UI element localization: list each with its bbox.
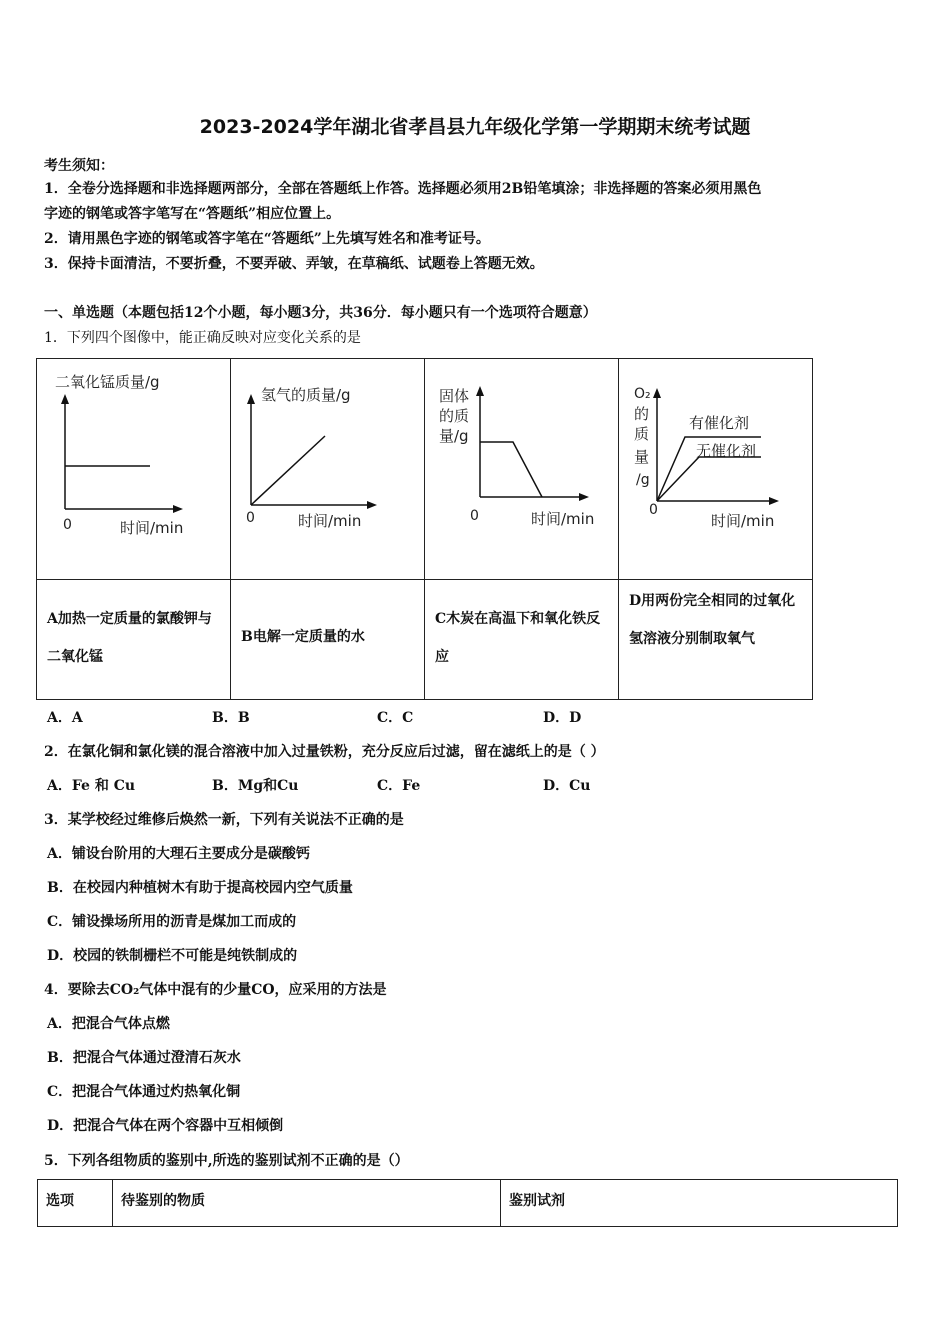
graph-a-plot	[37, 359, 230, 579]
q5-header-option: 选项	[38, 1180, 113, 1227]
graph-d-xlabel: 时间/min	[711, 512, 775, 530]
graph-d-ylabel-2: 的	[634, 405, 650, 423]
graph-d-ylabel-5: /g	[636, 472, 650, 488]
q4-option-b: B．把混合气体通过澄清石灰水	[47, 1050, 241, 1066]
graph-d-legend-nocatalyst: 无催化剂	[696, 442, 757, 460]
q3-option-a: A．铺设台阶用的大理石主要成分是碳酸钙	[47, 846, 310, 862]
graph-a-origin: 0	[63, 517, 72, 533]
graph-c	[425, 359, 619, 580]
notice-item-1-cont: 字迹的钢笔或答字笔写在“答题纸”相应位置上。	[44, 206, 341, 222]
graph-a-xlabel: 时间/min	[120, 519, 184, 537]
q1-option-d: D．D	[543, 710, 582, 726]
caption-c-cell	[425, 580, 619, 700]
section-heading: 一、单选题（本题包括12个小题，每小题3分，共36分．每小题只有一个选项符合题意）	[44, 305, 597, 321]
notice-heading: 考生须知：	[44, 158, 114, 174]
caption-b-cell	[231, 580, 425, 700]
caption-c: C木炭在高温下和氧化铁反应	[435, 611, 601, 665]
graph-d-origin: 0	[649, 502, 658, 518]
q3-option-d: D．校园的铁制栅栏不可能是纯铁制成的	[47, 948, 298, 964]
caption-a-cell	[37, 580, 231, 700]
q1-option-b: B．B	[212, 710, 250, 726]
graph-c-xlabel: 时间/min	[531, 510, 595, 528]
graph-c-ylabel-3: 量/g	[439, 427, 469, 445]
q4-option-a: A．把混合气体点燃	[47, 1016, 170, 1032]
q5-header-reagent: 鉴别试剂	[501, 1180, 898, 1227]
q2-stem: 2．在氯化铜和氯化镁的混合溶液中加入过量铁粉，充分反应后过滤，留在滤纸上的是（ ）	[44, 744, 605, 760]
q2-option-c: C．Fe	[377, 778, 421, 794]
graph-d-ylabel-4: 量	[634, 448, 650, 466]
graph-d-ylabel-1: O₂	[634, 386, 651, 402]
q5-header-substance: 待鉴别的物质	[113, 1180, 501, 1227]
q2-option-b: B．Mg和Cu	[212, 778, 299, 794]
graph-c-ylabel-2: 的质	[439, 407, 470, 425]
q3-option-c: C．铺设操场所用的沥青是煤加工而成的	[47, 914, 297, 930]
caption-a: A加热一定质量的氯酸钾与二氧化锰	[47, 611, 212, 665]
page-title: 2023-2024学年湖北省孝昌县九年级化学第一学期期末统考试题	[199, 116, 751, 138]
graph-a-ylabel: 二氧化锰质量/g	[55, 373, 160, 391]
q2-option-d: D．Cu	[543, 778, 591, 794]
q5-stem: 5．下列各组物质的鉴别中,所选的鉴别试剂不正确的是（）	[44, 1153, 409, 1169]
caption-b: B电解一定质量的水	[241, 629, 365, 645]
q5-header-row	[38, 1180, 898, 1227]
q1-stem: 1．下列四个图像中，能正确反映对应变化关系的是	[44, 330, 361, 346]
caption-d-cell	[619, 580, 813, 700]
graph-b-xlabel: 时间/min	[298, 512, 362, 530]
graph-c-line	[480, 442, 542, 497]
graph-b-origin: 0	[246, 510, 255, 526]
graph-b-ylabel: 氢气的质量/g	[261, 386, 351, 404]
graph-d-legend-catalyst: 有催化剂	[689, 414, 750, 432]
q4-stem: 4．要除去CO₂气体中混有的少量CO，应采用的方法是	[44, 982, 387, 998]
graph-b-line	[251, 436, 325, 505]
q3-stem: 3．某学校经过维修后焕然一新，下列有关说法不正确的是	[44, 812, 404, 828]
notice-item-2: 2．请用黑色字迹的钢笔或答字笔在“答题纸”上先填写姓名和准考证号。	[44, 231, 490, 247]
q4-option-c: C．把混合气体通过灼热氧化铜	[47, 1084, 241, 1100]
graph-d-ylabel-3: 质	[634, 425, 650, 443]
q5-table	[37, 1179, 898, 1227]
q1-option-c: C．C	[377, 710, 414, 726]
graph-d	[619, 359, 813, 580]
q4-option-d: D．把混合气体在两个容器中互相倾倒	[47, 1118, 284, 1134]
q3-option-b: B．在校园内种植树木有助于提高校园内空气质量	[47, 880, 353, 896]
graph-a	[37, 359, 231, 580]
graph-c-ylabel-1: 固体	[439, 387, 470, 405]
caption-d: D用两份完全相同的过氧化氢溶液分别制取氧气	[629, 593, 796, 647]
graph-b	[231, 359, 425, 580]
graph-c-origin: 0	[470, 508, 479, 524]
q2-option-a: A．Fe 和 Cu	[47, 778, 136, 794]
notice-item-1: 1．全卷分选择题和非选择题两部分，全部在答题纸上作答。选择题必须用2B铅笔填涂；非选择题的答案必须用黑色	[44, 181, 762, 197]
q1-option-a: A．A	[47, 710, 83, 726]
notice-item-3: 3．保持卡面清洁，不要折叠，不要弄破、弄皱，在草稿纸、试题卷上答题无效。	[44, 256, 544, 272]
q1-graph-table	[36, 358, 813, 700]
